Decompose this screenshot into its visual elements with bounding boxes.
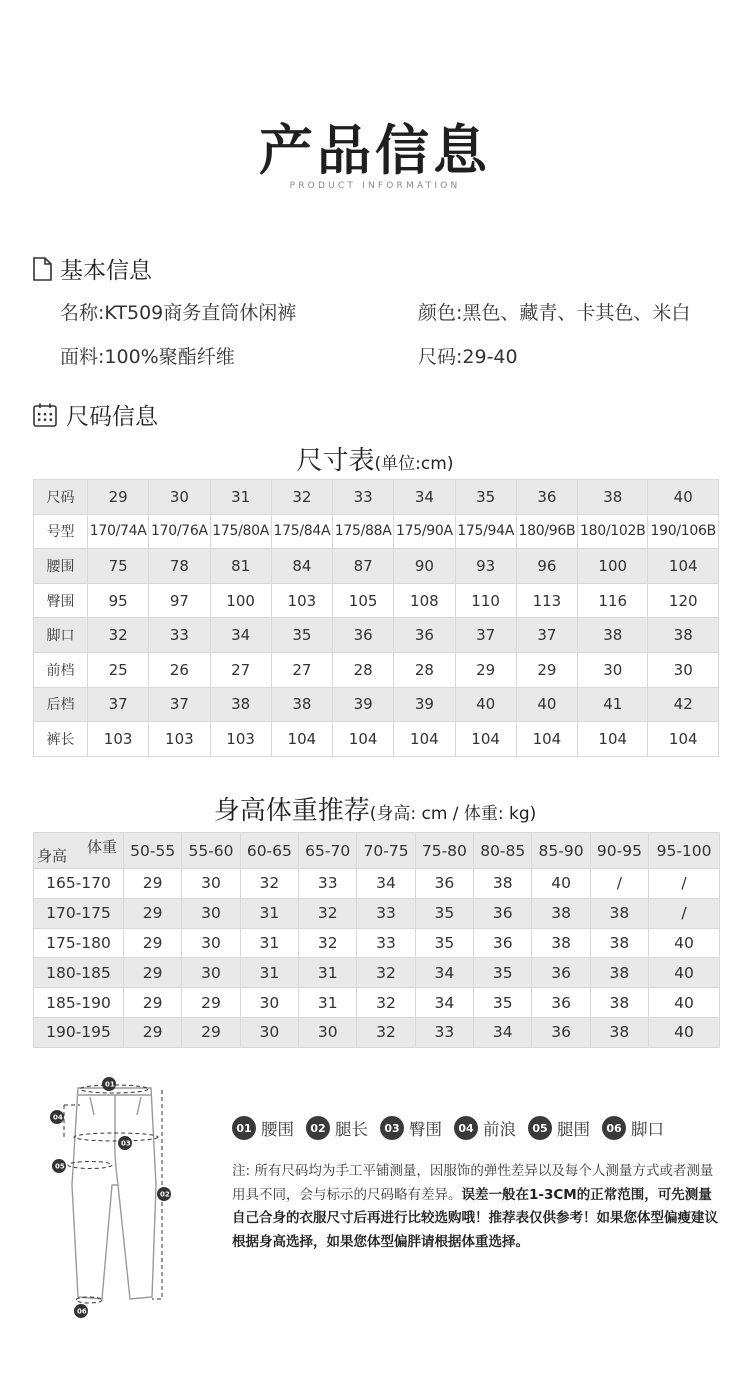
height-row-label: 185-190 xyxy=(34,988,124,1018)
note-bold: 误差一般在1-3CM的正常范围，可先测量自己合身的衣服尺寸后再进行比较选购哦！推荐表仅供参考！如果您体型偏瘦建议根据身高选择，如果您体型偏胖请根据体重选择。 xyxy=(232,1186,718,1250)
rec-table-cell: 31 xyxy=(299,988,357,1018)
size-table-cell: 175/84A xyxy=(271,514,332,549)
height-row-label: 180-185 xyxy=(34,958,124,988)
size-table-cell: 175/88A xyxy=(333,514,394,549)
page-title: 产品信息 xyxy=(259,119,491,182)
legend-number-badge: 05 xyxy=(528,1116,552,1140)
rec-table-cell: 35 xyxy=(474,958,532,988)
size-info-label: 尺码信息 xyxy=(66,404,158,430)
size-table-cell: 35 xyxy=(455,480,516,515)
rec-table-cell: 29 xyxy=(124,928,182,958)
size-table-cell: 75 xyxy=(88,549,149,584)
rec-table-cell: 36 xyxy=(532,958,590,988)
rec-table-cell: 29 xyxy=(124,869,182,899)
rec-table-cell: 38 xyxy=(474,869,532,899)
rec-table-corner xyxy=(34,833,124,869)
size-table-cell: 37 xyxy=(149,687,210,722)
size-table-cell: 93 xyxy=(455,549,516,584)
rec-table-cell: 29 xyxy=(124,898,182,928)
rec-table-cell: / xyxy=(649,898,720,928)
product-name: 名称:KT509商务直筒休闲裤 xyxy=(60,302,297,324)
size-table-cell: 103 xyxy=(210,722,271,757)
rec-table-cell: 30 xyxy=(240,1017,298,1047)
rec-table-cell: 34 xyxy=(415,958,473,988)
rec-table-cell: 29 xyxy=(124,988,182,1018)
size-table-cell: 36 xyxy=(516,480,577,515)
weight-column-header: 60-65 xyxy=(240,833,298,869)
product-colors: 颜色:黑色、藏青、卡其色、米白 xyxy=(418,302,691,324)
rec-table-cell: 33 xyxy=(357,898,415,928)
size-table-cell: 104 xyxy=(333,722,394,757)
rec-table-cell: 32 xyxy=(240,869,298,899)
size-table-cell: 103 xyxy=(88,722,149,757)
recommendation-table xyxy=(33,832,720,1048)
legend-item xyxy=(380,1116,442,1140)
size-table-row xyxy=(34,618,719,653)
height-row-label: 175-180 xyxy=(34,928,124,958)
size-table-cell: 35 xyxy=(271,618,332,653)
rec-table-cell: 31 xyxy=(240,928,298,958)
size-table-cell: 104 xyxy=(455,722,516,757)
rec-table-cell: 38 xyxy=(590,988,648,1018)
size-table-cell: 170/76A xyxy=(149,514,210,549)
rec-table-cell: 33 xyxy=(299,869,357,899)
size-row-label: 臀围 xyxy=(34,583,88,618)
rec-table-cell: 31 xyxy=(240,958,298,988)
size-table-cell: 104 xyxy=(648,549,719,584)
rec-table-cell: 32 xyxy=(299,898,357,928)
rec-table-cell: 30 xyxy=(299,1017,357,1047)
size-table-row xyxy=(34,722,719,757)
size-table-cell: 37 xyxy=(88,687,149,722)
rec-table-cell: 33 xyxy=(415,1017,473,1047)
size-table-cell: 36 xyxy=(394,618,455,653)
size-table-cell: 90 xyxy=(394,549,455,584)
size-table-cell: 39 xyxy=(394,687,455,722)
size-table-cell: 110 xyxy=(455,583,516,618)
rec-table-cell: 36 xyxy=(474,898,532,928)
svg-text:02: 02 xyxy=(160,1190,170,1199)
rec-table-cell: 32 xyxy=(357,1017,415,1047)
size-table-row xyxy=(34,480,719,515)
svg-text:03: 03 xyxy=(121,1139,131,1148)
size-table-cell: 78 xyxy=(149,549,210,584)
weight-column-header: 80-85 xyxy=(474,833,532,869)
legend-number-badge: 06 xyxy=(602,1116,626,1140)
size-table-cell: 180/102B xyxy=(578,514,648,549)
calendar-icon xyxy=(32,402,58,428)
size-table-cell: 103 xyxy=(149,722,210,757)
legend-number-badge: 04 xyxy=(454,1116,478,1140)
size-table-cell: 104 xyxy=(578,722,648,757)
size-row-label: 尺码 xyxy=(34,480,88,515)
size-row-label: 裤长 xyxy=(34,722,88,757)
size-table-cell: 100 xyxy=(578,549,648,584)
size-table-cell: 120 xyxy=(648,583,719,618)
height-row-label: 190-195 xyxy=(34,1017,124,1047)
size-table-title xyxy=(0,440,750,477)
size-table-cell: 190/106B xyxy=(648,514,719,549)
size-row-label: 腰围 xyxy=(34,549,88,584)
weight-column-header: 55-60 xyxy=(182,833,240,869)
size-table-row xyxy=(34,687,719,722)
corner-weight-label: 体重 xyxy=(86,838,117,856)
rec-table-cell: 40 xyxy=(649,988,720,1018)
rec-table-cell: 29 xyxy=(182,988,240,1018)
size-table-cell: 34 xyxy=(210,618,271,653)
size-table-cell: 108 xyxy=(394,583,455,618)
note-plain: 注: 所有尺码均为手工平铺测量，因服饰的弹性差异以及每个人测量方式或者测量用具不同，会与标示的尺码略有差异。 xyxy=(232,1163,714,1203)
size-table-cell: 31 xyxy=(210,480,271,515)
rec-table-row xyxy=(34,869,720,899)
size-table-cell: 37 xyxy=(455,618,516,653)
rec-table-cell: 38 xyxy=(590,958,648,988)
size-table-cell: 34 xyxy=(394,480,455,515)
rec-table-cell: 36 xyxy=(532,988,590,1018)
legend-label: 腿围 xyxy=(557,1120,590,1139)
rec-table-row xyxy=(34,898,720,928)
size-table-cell: 103 xyxy=(271,583,332,618)
rec-table-row xyxy=(34,1017,720,1047)
rec-table-cell: 40 xyxy=(649,928,720,958)
legend-item xyxy=(602,1116,664,1140)
rec-table-cell: 30 xyxy=(182,869,240,899)
size-table-cell: 29 xyxy=(516,652,577,687)
product-fabric: 面料:100%聚酯纤维 xyxy=(60,346,235,368)
size-table-cell: 38 xyxy=(578,618,648,653)
rec-table-cell: 38 xyxy=(532,898,590,928)
svg-text:04: 04 xyxy=(53,1113,63,1122)
rec-table-cell: 31 xyxy=(299,958,357,988)
legend-item xyxy=(306,1116,368,1140)
size-row-label: 前档 xyxy=(34,652,88,687)
rec-table-cell: 30 xyxy=(182,958,240,988)
weight-column-header: 50-55 xyxy=(124,833,182,869)
rec-table-cell: / xyxy=(649,869,720,899)
size-table-cell: 175/94A xyxy=(455,514,516,549)
rec-table-cell: 40 xyxy=(649,1017,720,1047)
rec-table-cell: 40 xyxy=(649,958,720,988)
size-table-cell: 30 xyxy=(648,652,719,687)
size-table-cell: 113 xyxy=(516,583,577,618)
size-table-cell: 38 xyxy=(578,480,648,515)
size-table-cell: 87 xyxy=(333,549,394,584)
size-table-cell: 42 xyxy=(648,687,719,722)
rec-table-cell: 36 xyxy=(474,928,532,958)
size-table-cell: 33 xyxy=(149,618,210,653)
rec-table-header-row xyxy=(34,833,720,869)
rec-table-cell: 38 xyxy=(590,1017,648,1047)
height-row-label: 170-175 xyxy=(34,898,124,928)
rec-table-cell: 35 xyxy=(415,928,473,958)
rec-table-cell: 34 xyxy=(357,869,415,899)
size-table-cell: 97 xyxy=(149,583,210,618)
rec-table-row xyxy=(34,928,720,958)
page-subtitle: PRODUCT INFORMATION xyxy=(289,181,461,191)
size-table-cell: 104 xyxy=(394,722,455,757)
basic-info-heading xyxy=(32,252,152,285)
svg-text:05: 05 xyxy=(55,1162,65,1171)
weight-column-header: 65-70 xyxy=(299,833,357,869)
rec-table-cell: 30 xyxy=(182,898,240,928)
size-table-cell: 95 xyxy=(88,583,149,618)
product-sizes: 尺码:29-40 xyxy=(418,346,518,368)
rec-table-unit: (身高: cm / 体重: kg) xyxy=(369,804,537,824)
rec-table-title-text: 身高体重推荐 xyxy=(213,796,370,826)
size-table-cell: 116 xyxy=(578,583,648,618)
size-table-cell: 30 xyxy=(578,652,648,687)
size-table-cell: 36 xyxy=(333,618,394,653)
weight-column-header: 85-90 xyxy=(532,833,590,869)
rec-table-cell: 29 xyxy=(124,1017,182,1047)
legend-item xyxy=(232,1116,294,1140)
height-row-label: 165-170 xyxy=(34,869,124,899)
size-table-cell: 38 xyxy=(648,618,719,653)
rec-table-title xyxy=(0,790,750,827)
size-table-row xyxy=(34,549,719,584)
rec-table-cell: 33 xyxy=(357,928,415,958)
size-table-cell: 41 xyxy=(578,687,648,722)
weight-column-header: 75-80 xyxy=(415,833,473,869)
rec-table-cell: 38 xyxy=(590,928,648,958)
size-row-label: 后档 xyxy=(34,687,88,722)
size-table-cell: 33 xyxy=(333,480,394,515)
rec-table-cell: 32 xyxy=(357,988,415,1018)
size-table-cell: 30 xyxy=(149,480,210,515)
size-table-cell: 40 xyxy=(648,480,719,515)
size-table-cell: 105 xyxy=(333,583,394,618)
rec-table-cell: 38 xyxy=(532,928,590,958)
size-table-cell: 27 xyxy=(210,652,271,687)
size-table-cell: 32 xyxy=(271,480,332,515)
legend-label: 前浪 xyxy=(483,1120,516,1139)
size-table-cell: 26 xyxy=(149,652,210,687)
svg-text:06: 06 xyxy=(77,1307,87,1316)
trousers-diagram xyxy=(48,1075,188,1324)
rec-table-cell: 30 xyxy=(240,988,298,1018)
size-table-cell: 37 xyxy=(516,618,577,653)
measurement-legend xyxy=(232,1116,676,1140)
rec-table-cell: 35 xyxy=(474,988,532,1018)
size-table-cell: 25 xyxy=(88,652,149,687)
rec-table-cell: 35 xyxy=(415,898,473,928)
size-table-cell: 104 xyxy=(648,722,719,757)
size-table-cell: 29 xyxy=(455,652,516,687)
size-info-heading xyxy=(32,398,158,431)
legend-number-badge: 01 xyxy=(232,1116,256,1140)
legend-number-badge: 02 xyxy=(306,1116,330,1140)
size-table-row xyxy=(34,652,719,687)
rec-table-cell: 29 xyxy=(124,958,182,988)
legend-item xyxy=(528,1116,590,1140)
size-table-cell: 27 xyxy=(271,652,332,687)
size-table-cell: 175/90A xyxy=(394,514,455,549)
weight-column-header: 90-95 xyxy=(590,833,648,869)
legend-label: 臀围 xyxy=(409,1120,442,1139)
size-table-cell: 28 xyxy=(394,652,455,687)
size-table-row xyxy=(34,583,719,618)
rec-table-cell: 38 xyxy=(590,898,648,928)
rec-table-cell: 36 xyxy=(415,869,473,899)
measurement-note xyxy=(232,1160,722,1254)
rec-table-cell: 31 xyxy=(240,898,298,928)
rec-table-cell: 32 xyxy=(299,928,357,958)
size-table-cell: 104 xyxy=(516,722,577,757)
size-table-cell: 39 xyxy=(333,687,394,722)
rec-table-cell: / xyxy=(590,869,648,899)
corner-height-label: 身高 xyxy=(37,847,68,865)
size-row-label: 脚口 xyxy=(34,618,88,653)
size-table-cell: 32 xyxy=(88,618,149,653)
weight-column-header: 70-75 xyxy=(357,833,415,869)
rec-table-row xyxy=(34,988,720,1018)
legend-item xyxy=(454,1116,516,1140)
size-table-cell: 104 xyxy=(271,722,332,757)
size-table-cell: 96 xyxy=(516,549,577,584)
size-table-cell: 175/80A xyxy=(210,514,271,549)
rec-table-cell: 34 xyxy=(415,988,473,1018)
rec-table-row xyxy=(34,958,720,988)
rec-table-cell: 40 xyxy=(532,869,590,899)
size-table-cell: 180/96B xyxy=(516,514,577,549)
rec-table-cell: 30 xyxy=(182,928,240,958)
rec-table-cell: 36 xyxy=(532,1017,590,1047)
basic-info-label: 基本信息 xyxy=(60,258,152,284)
legend-label: 脚口 xyxy=(631,1120,664,1139)
size-table-row xyxy=(34,514,719,549)
size-table-cell: 81 xyxy=(210,549,271,584)
size-table-cell: 38 xyxy=(271,687,332,722)
rec-table-cell: 32 xyxy=(357,958,415,988)
size-table-cell: 40 xyxy=(516,687,577,722)
size-table xyxy=(33,479,719,757)
size-row-label: 号型 xyxy=(34,514,88,549)
size-table-title-text: 尺寸表 xyxy=(296,446,375,476)
size-table-cell: 170/74A xyxy=(88,514,149,549)
rec-table-cell: 34 xyxy=(474,1017,532,1047)
size-table-cell: 40 xyxy=(455,687,516,722)
weight-column-header: 95-100 xyxy=(649,833,720,869)
size-table-cell: 29 xyxy=(88,480,149,515)
size-table-cell: 28 xyxy=(333,652,394,687)
svg-text:01: 01 xyxy=(105,1080,115,1089)
size-table-cell: 100 xyxy=(210,583,271,618)
rec-table-cell: 29 xyxy=(182,1017,240,1047)
legend-number-badge: 03 xyxy=(380,1116,404,1140)
legend-label: 腿长 xyxy=(335,1120,368,1139)
size-table-cell: 84 xyxy=(271,549,332,584)
document-icon xyxy=(32,257,52,281)
size-table-unit: (单位:cm) xyxy=(374,454,454,474)
size-table-cell: 38 xyxy=(210,687,271,722)
legend-label: 腰围 xyxy=(261,1120,294,1139)
